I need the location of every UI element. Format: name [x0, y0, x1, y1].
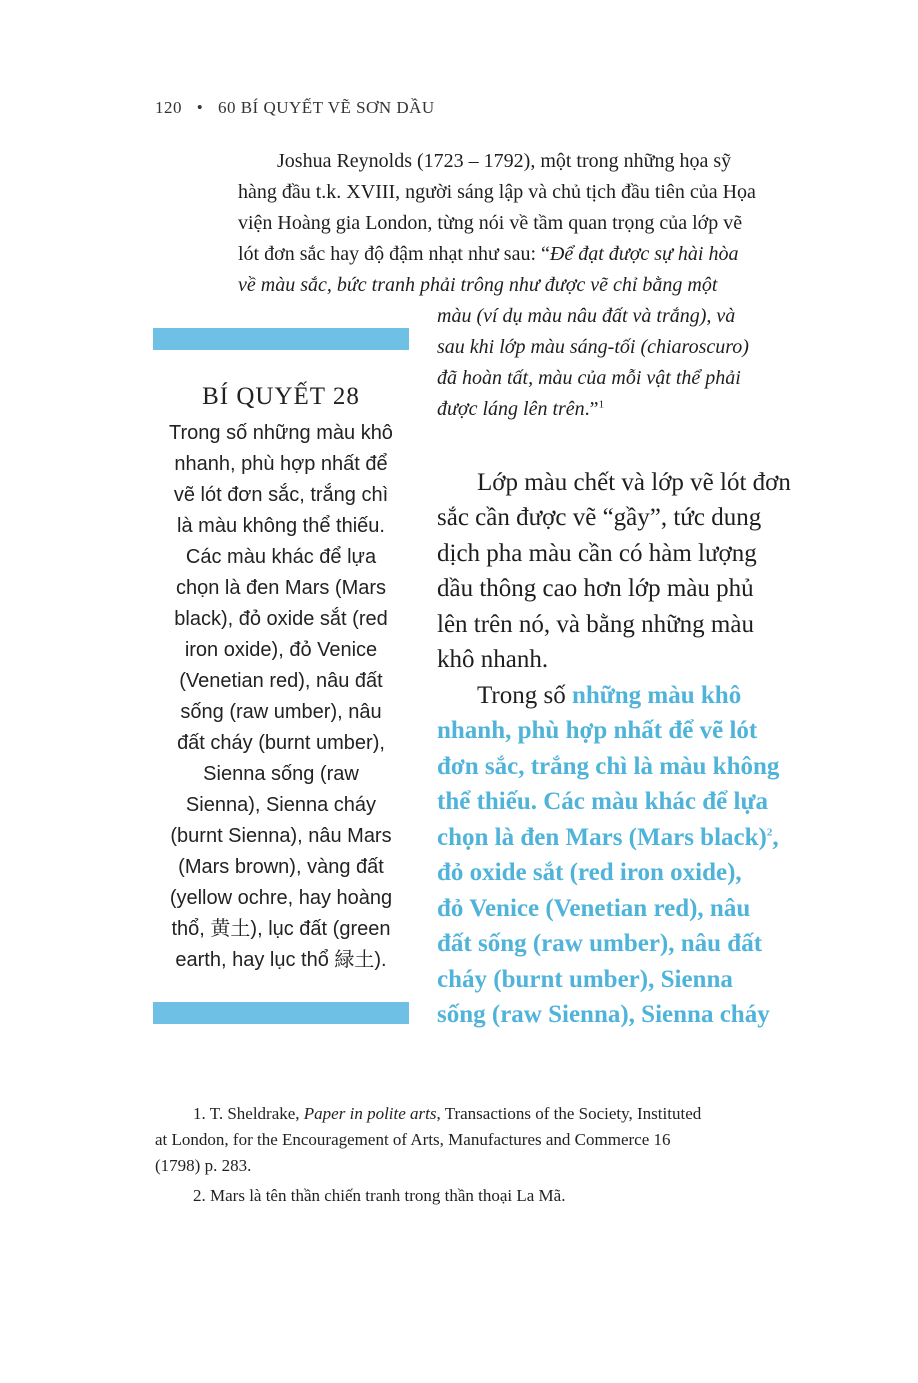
para2-line-8: đất sống (raw umber), nâu đất	[437, 930, 763, 957]
footnote-1-line-3: (1798) p. 283.	[155, 1156, 252, 1175]
tip-line: thổ, 黄土), lục đất (green	[171, 918, 391, 940]
para2-line-4: thể thiếu. Các màu khác để lựa	[437, 788, 768, 815]
footnote-1	[155, 1101, 805, 1179]
intro-line-4-text: lót đơn sắc hay độ đậm nhạt như sau: “	[238, 243, 550, 265]
para2-line-3: đơn sắc, trắng chì là màu không	[437, 753, 780, 780]
quote-line-3: sau khi lớp màu sáng-tối (chiaroscuro)	[437, 336, 749, 358]
quote-line-5-text: được láng lên trên	[437, 398, 585, 420]
footnote-1-line-1	[155, 1101, 805, 1127]
para2-ref-comma: ,	[772, 824, 779, 851]
para1-line-1: Lớp màu chết và lớp vẽ lót đơn	[477, 469, 791, 496]
tip-line: Trong số những màu khô	[169, 422, 393, 444]
tip-line: Các màu khác để lựa	[185, 546, 377, 568]
footnote-1-line-2: at London, for the Encouragement of Arts, Manufactures and Commerce 16	[155, 1130, 671, 1149]
tip-line: đất cháy (burnt umber),	[177, 732, 385, 754]
para2-line-5-text: chọn là đen Mars (Mars black)	[437, 824, 767, 851]
quote-line-2: màu (ví dụ màu nâu đất và trắng), và	[437, 305, 736, 327]
quote-start: Để đạt được sự hài hòa	[549, 243, 739, 265]
para2-line-7: đỏ Venice (Venetian red), nâu	[437, 895, 751, 922]
quote-line-4: đã hoàn tất, màu của mỗi vật thể phải	[437, 367, 741, 389]
tip-line: nhanh, phù hợp nhất để	[174, 453, 388, 475]
footnote-1-rest: , Transactions of the Society, Instituted	[436, 1104, 702, 1123]
tip-line: (burnt Sienna), nâu Mars	[170, 825, 392, 847]
tip-line: vẽ lót đơn sắc, trắng chì	[173, 484, 389, 506]
tip-line: earth, hay lục thổ 緑土).	[175, 949, 387, 971]
para1-line-3: dịch pha màu cần có hàm lượng	[437, 540, 757, 567]
footnote-1-prefix: 1. T. Sheldrake,	[193, 1104, 304, 1123]
para2-start: Trong số	[477, 682, 572, 709]
para2-line-10: sống (raw Sienna), Sienna cháy	[437, 1001, 770, 1028]
tip-top-bar	[153, 328, 409, 350]
para2-line-9: cháy (burnt umber), Sienna	[437, 966, 733, 993]
tip-title: BÍ QUYẾT 28	[202, 383, 360, 410]
footnote-ref-1: 1	[598, 398, 605, 411]
tip-line: sống (raw umber), nâu	[180, 701, 382, 723]
book-title: 60 BÍ QUYẾT VẼ SƠN DẦU	[217, 98, 435, 117]
tip-line: Sienna sống (raw	[203, 763, 359, 785]
quote-line-5	[437, 394, 604, 425]
header-bullet: •	[196, 98, 204, 117]
tip-line: là màu không thể thiếu.	[177, 515, 385, 537]
tip-line: chọn là đen Mars (Mars	[175, 577, 387, 599]
para1-line-6: khô nhanh.	[437, 646, 549, 673]
intro-line-4	[238, 239, 739, 270]
intro-line-2: hàng đầu t.k. XVIII, người sáng lập và chủ tịch đầu tiên của Họa	[238, 181, 756, 203]
tip-line: black), đỏ oxide sắt (red	[174, 608, 388, 630]
tip-line: iron oxide), đỏ Venice	[184, 639, 378, 661]
quote-end: .”	[584, 398, 599, 420]
para2-line-6: đỏ oxide sắt (red iron oxide),	[437, 859, 742, 886]
para2-line-2: nhanh, phù hợp nhất để vẽ lót	[437, 717, 758, 744]
tip-line: (Venetian red), nâu đất	[179, 670, 383, 692]
footnote-ref-2: 2	[766, 826, 773, 839]
footnote-2: 2. Mars là tên thần chiến tranh trong thần thoại La Mã.	[193, 1186, 566, 1205]
page-number: 120	[155, 98, 182, 117]
tip-line: (yellow ochre, hay hoàng	[169, 887, 393, 909]
tip-line: Sienna), Sienna cháy	[185, 794, 377, 816]
running-header	[155, 98, 435, 118]
para2-line-5	[437, 820, 779, 856]
para2-highlight-first: những màu khô	[571, 682, 742, 709]
para1-line-5: lên trên nó, và bằng những màu	[437, 611, 754, 638]
intro-line-1: Joshua Reynolds (1723 – 1792), một trong những họa sỹ	[277, 150, 732, 172]
para1-line-2: sắc cần được vẽ “gầy”, tức dung	[437, 504, 762, 531]
tip-line: (Mars brown), vàng đất	[178, 856, 384, 878]
para2-line-1	[477, 678, 741, 714]
tip-body	[153, 418, 409, 976]
quote-line-1: về màu sắc, bức tranh phải trông như được vẽ chỉ bằng một	[238, 274, 718, 296]
footnote-1-title: Paper in polite arts	[303, 1104, 437, 1123]
intro-line-3: viện Hoàng gia London, từng nói về tầm quan trọng của lớp vẽ	[238, 212, 743, 234]
para1-line-4: dầu thông cao hơn lớp màu phủ	[437, 575, 754, 602]
tip-bottom-bar	[153, 1002, 409, 1024]
